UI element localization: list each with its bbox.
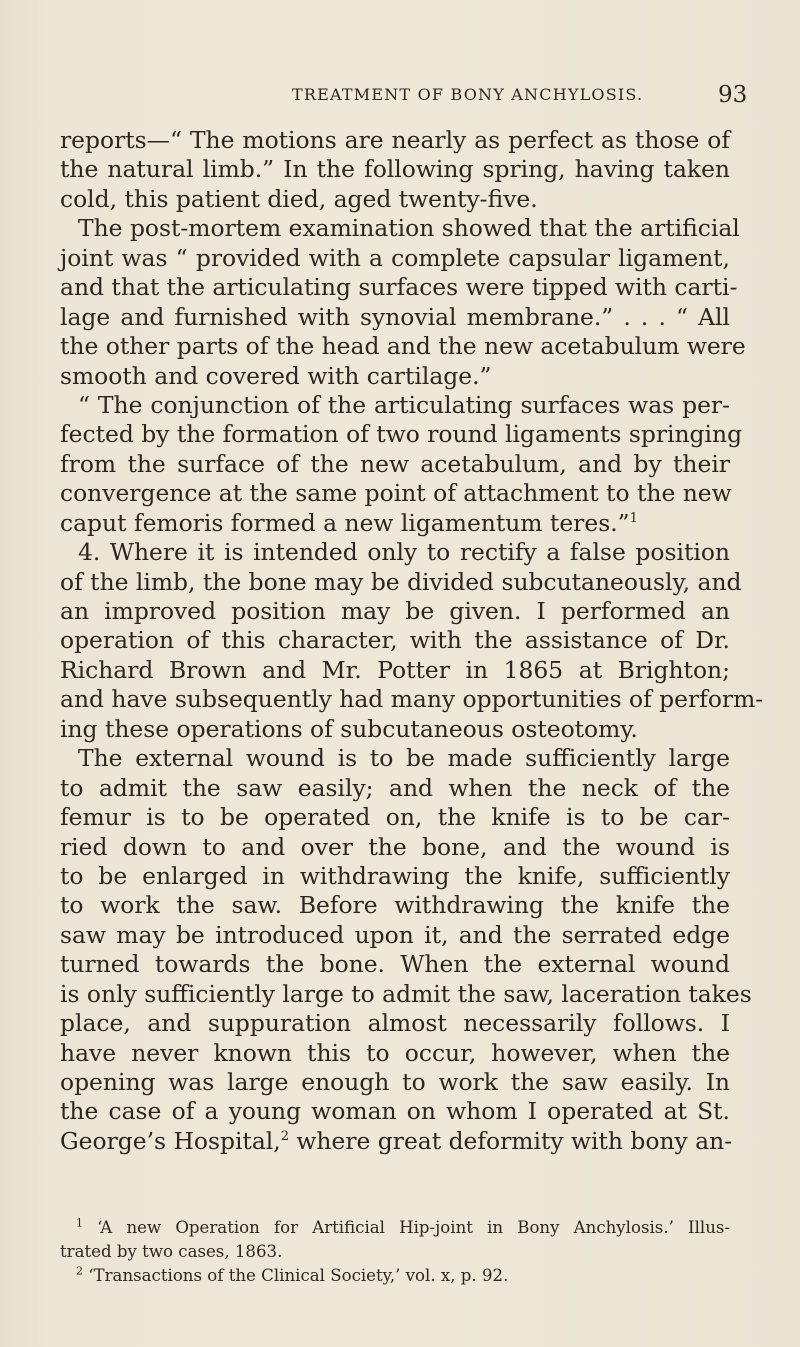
text-line-content: caput femoris formed a new ligamentum teres.” [60, 508, 630, 537]
text-line: Richard Brown and Mr. Potter in 1865 at Brighton; [60, 655, 730, 684]
text-line: and that the articulating surfaces were tipped with carti- [60, 273, 738, 302]
text-line: place, and suppuration almost necessarily follows. I [60, 1009, 730, 1038]
footnote-1 [60, 1216, 730, 1240]
text-line: and have subsequently had many opportunities of perform- [60, 685, 764, 714]
text-line: the other parts of the head and the new acetabulum were [60, 332, 746, 361]
text-line: smooth and covered with cartilage.” [60, 361, 492, 390]
page-header [0, 82, 800, 112]
text-line: ing these operations of subcutaneous osteotomy. [60, 714, 638, 743]
text-line: joint was “ provided with a complete capsular ligament, [60, 243, 730, 272]
text-line: operation of this character, with the assistance of Dr. [60, 626, 730, 655]
text-line: femur is to be operated on, the knife is to be car- [60, 803, 730, 832]
footnote-ref-1: 1 [629, 510, 638, 526]
text-line: have never known this to occur, however, when the [60, 1038, 730, 1067]
text-line: reports—“ The motions are nearly as perfect as those of [60, 126, 730, 154]
text-line: opening was large enough to work the saw easily. In [60, 1068, 730, 1096]
text-line: cold, this patient died, aged twenty-five. [60, 184, 538, 213]
footnote-1-text: ‘A new Operation for Artificial Hip-joint in Bony Anchylosis.’ Illus- [97, 1218, 731, 1237]
running-title: TREATMENT OF BONY ANCHYLOSIS. [292, 85, 644, 104]
text-line: “ The conjunction of the articulating surfaces was per- [78, 390, 730, 419]
footnote-ref-2: 2 [280, 1129, 289, 1145]
text-line: The post-mortem examination showed that the artificial [78, 214, 740, 243]
text-line: convergence at the same point of attachment to the new [60, 479, 732, 508]
footnote-marker-2: 2 [76, 1264, 83, 1278]
text-line-with-footnote-2 [60, 1126, 733, 1156]
footnotes [60, 1216, 730, 1288]
text-line: the natural limb.” In the following spring, having taken [60, 155, 730, 184]
text-line-with-footnote-1 [60, 509, 730, 538]
text-line: fected by the formation of two round ligaments springing [60, 420, 743, 449]
text-line: ried down to and over the bone, and the wound is [60, 832, 730, 861]
footnote-marker-1: 1 [76, 1216, 83, 1230]
body-text [60, 126, 764, 1156]
text-line: 4. Where it is intended only to rectify a false position [78, 538, 730, 567]
text-line: to admit the saw easily; and when the neck of the [60, 773, 730, 802]
text-line: the case of a young woman on whom I operated at St. [60, 1097, 730, 1126]
footnote-1-continued: trated by two cases, 1863. [60, 1242, 283, 1261]
text-line: from the surface of the new acetabulum, and by their [60, 449, 730, 478]
text-line: an improved position may be given. I performed an [60, 597, 730, 625]
footnote-2-text: ‘Transactions of the Clinical Society,’ vol. x, p. 92. [88, 1266, 509, 1285]
footnote-2 [60, 1264, 730, 1288]
page-number: 93 [718, 82, 748, 108]
text-line: lage and furnished with synovial membrane.” . . . “ All [60, 302, 730, 331]
text-line: is only sufficiently large to admit the saw, laceration takes [60, 979, 752, 1008]
text-line: of the limb, the bone may be divided subcutaneously, and [60, 567, 742, 596]
text-line-content: George’s Hospital,$^2$ where great deformity with bony an- [60, 1126, 733, 1155]
text-line: to work the saw. Before withdrawing the knife the [60, 891, 730, 920]
text-line: turned towards the bone. When the external wound [60, 950, 730, 979]
text-line: to be enlarged in withdrawing the knife, sufficiently [60, 861, 730, 890]
text-line: saw may be introduced upon it, and the serrated edge [60, 920, 730, 949]
text-line: The external wound is to be made sufficiently large [78, 744, 730, 773]
